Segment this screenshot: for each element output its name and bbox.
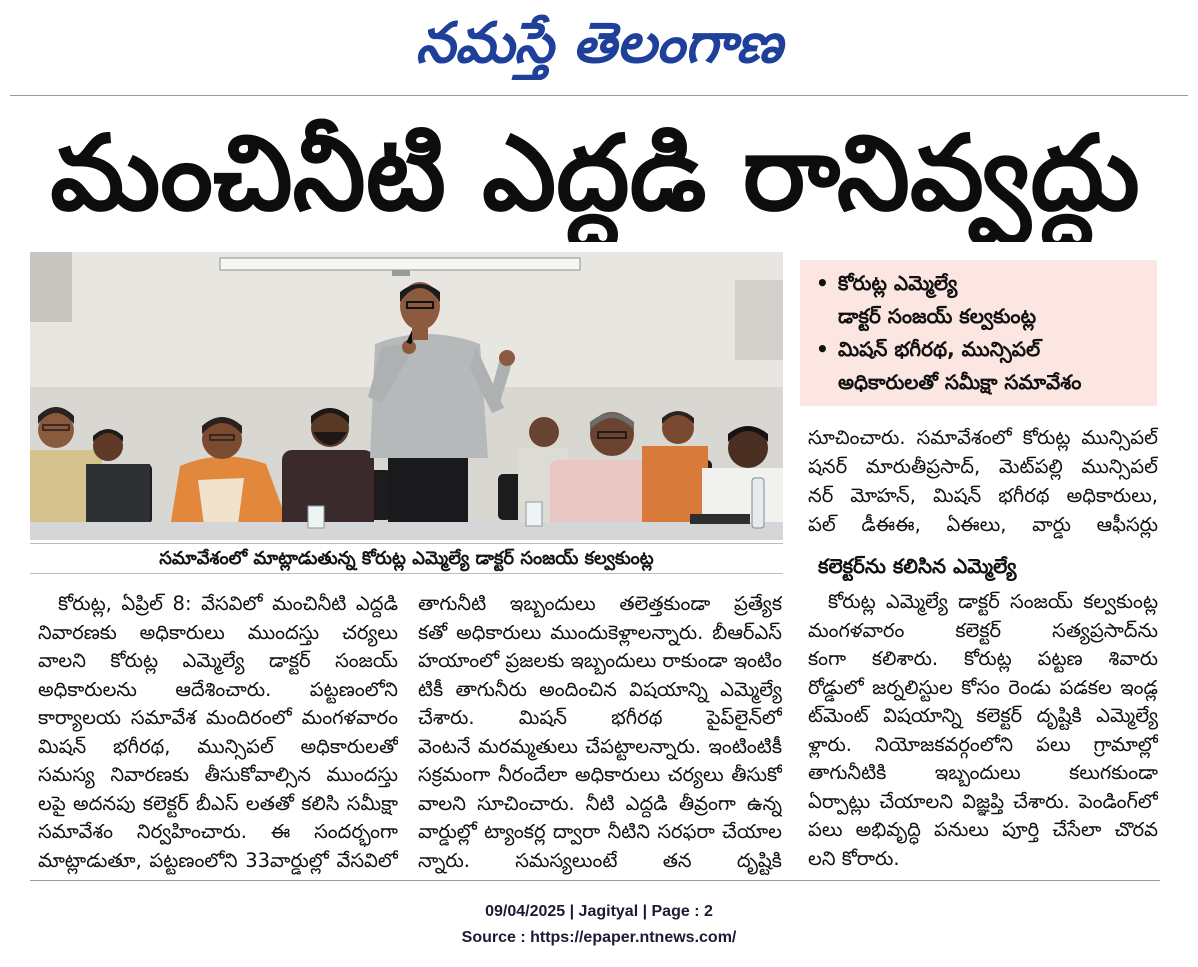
article-line: మిషన్ భగీరథ, మున్సిపల్ అధికారులతో: [38, 734, 398, 758]
highlight-box: [800, 260, 1157, 406]
article-line: అధికారులను ఆదేశించారు. పట్టణంలోని: [38, 677, 398, 701]
article-line: వార్డుల్లో ట్యాంకర్ల ద్వారా నీటిని సరఫరా చేయాల: [418, 820, 782, 843]
article-line: తాగునీటి ఇబ్బందులు తలెత్తకుండా ప్రత్యేక: [418, 592, 782, 615]
side-story-line: తాగునీటికి ఇబ్బందులు కలుగకుండా: [808, 761, 1158, 784]
footer-date-edition-page: 09/04/2025 | Jagityal | Page : 2: [485, 903, 713, 920]
side-story-line: ళ్లారు. నియోజకవర్గంలోని పలు గ్రామాల్లో: [808, 732, 1158, 756]
side-story-body: [808, 588, 1158, 874]
article-line: సూచించారు. సమావేశంలో కోరుట్ల మున్సిపల్: [808, 426, 1158, 449]
newspaper-masthead-logo: నమస్తే తెలంగాణ: [415, 11, 783, 76]
article-column-1: [38, 590, 398, 876]
highlight-item: [816, 267, 1147, 300]
side-story-line: ఏర్పాట్లు చేయాలని విజ్ఞప్తి చేశారు. పెండింగ్‌లో: [808, 789, 1158, 813]
bullet-icon: •: [816, 271, 829, 295]
highlight-text: మిషన్ భగీరథ, మున్సిపల్: [838, 337, 1041, 361]
footer-source: Source : https://epaper.ntnews.com/: [461, 929, 737, 946]
article-line: మాట్లాడుతూ, పట్టణంలోని 33వార్డుల్లో వేసవిలో: [38, 848, 398, 872]
highlight-text: డాక్టర్ సంజయ్ కల్వకుంట్ల: [838, 304, 1037, 328]
news-photo: [30, 252, 783, 540]
article-line: వెంటనే మరమ్మతులు చేపట్టాలన్నారు. ఇంటింటికీ: [418, 734, 782, 758]
side-story-line: కంగా కలిశారు. కోరుట్ల పట్టణ శివారు: [808, 647, 1158, 670]
article-line: కోరుట్ల, ఏప్రిల్ 8: వేసవిలో మంచినీటి ఎద్దడి: [58, 592, 398, 615]
article-line: పల్ డీఈఈ, ఏఈలు, వార్డు ఆఫీసర్లు: [808, 513, 1158, 536]
article-line: కార్యాలయ సమావేశ మందిరంలో మంగళవారం: [38, 706, 398, 729]
side-story-line: పలు అభివృద్ధి పనులు పూర్తి చేసేలా చొరవ: [808, 818, 1158, 841]
highlight-item: [816, 333, 1147, 366]
highlight-text: కోరుట్ల ఎమ్మెల్యే: [838, 271, 958, 295]
headline: మంచినీటి ఎద్దడి రానివ్వద్దు: [50, 112, 1140, 234]
article-line: వాలని సూచించారు. నీటి ఎద్దడి తీవ్రంగా ఉన్న: [418, 791, 782, 815]
article-line: సమావేశం నిర్వహించారు. ఈ సందర్భంగా: [38, 820, 398, 843]
news-photo-drawing: [30, 252, 783, 540]
article-column-2: [418, 590, 782, 876]
side-story-line: కోరుట్ల ఎమ్మెల్యే డాక్టర్ సంజయ్ కల్వకుంట్ల: [828, 590, 1158, 613]
article-line: న్నారు. సమస్యలుంటే తన దృష్టికి: [418, 848, 782, 872]
bullet-icon: •: [816, 337, 829, 361]
side-story-line: రోడ్డులో జర్నలిస్టుల కోసం రెండు పడకల ఇండ్ల: [808, 675, 1158, 699]
article-line: టికీ తాగునీరు అందించిన విషయాన్ని ఎమ్మెల్యే: [418, 677, 782, 701]
highlight-text: అధికారులతో సమీక్షా సమావేశం: [838, 370, 1082, 394]
article-line: నర్ మోహన్, మిషన్ భగీరథ అధికారులు,: [808, 484, 1158, 507]
top-divider: [10, 95, 1188, 96]
photo-caption: సమావేశంలో మాట్లాడుతున్న కోరుట్ల ఎమ్మెల్యే డాక్టర్ సంజయ్ కల్వకుంట్ల: [30, 543, 783, 574]
article-line: లపై అదనపు కలెక్టర్ బీఎస్ లతతో కలిసి సమీక్షా: [38, 791, 398, 815]
side-story-line: ట్‌మెంట్ విషయాన్ని కలెక్టర్ దృష్టికి ఎమ్మెల్యే: [808, 704, 1158, 727]
side-story-heading: కలెక్టర్‌ను కలిసిన ఎమ్మెల్యే: [818, 554, 1017, 578]
side-story-line: మంగళవారం కలెక్టర్ సత్యప్రసాద్‌ను: [808, 618, 1158, 642]
bottom-divider: [30, 880, 1160, 881]
highlight-item-continued: [816, 300, 1147, 333]
article-line: హయాంలో ప్రజలకు ఇబ్బందులు రాకుండా ఇంటిం: [418, 649, 782, 672]
side-story-line: లని కోరారు.: [808, 846, 900, 870]
article-line: సక్రమంగా నీరందేలా అధికారులు చర్యలు తీసుకో: [418, 763, 782, 786]
article-line: చేశారు. మిషన్ భగీరథ పైప్‌లైన్‌లో: [418, 706, 782, 729]
article-line: సమస్య నివారణకు తీసుకోవాల్సిన ముందస్తు: [38, 763, 398, 786]
article-column-3: [808, 423, 1158, 540]
article-line: కతో అధికారులు ముందుకెళ్లాలన్నారు. బీఆర్ఎస్: [418, 620, 782, 644]
article-line: నివారణకు అధికారులు ముందస్తు చర్యలు: [38, 620, 398, 644]
article-line: వాలని కోరుట్ల ఎమ్మెల్యే డాక్టర్ సంజయ్: [38, 649, 398, 672]
article-line: షనర్ మారుతీప్రసాద్, మెట్‌పల్లి మున్సిపల్: [808, 455, 1158, 478]
highlight-item-continued: [816, 366, 1147, 399]
